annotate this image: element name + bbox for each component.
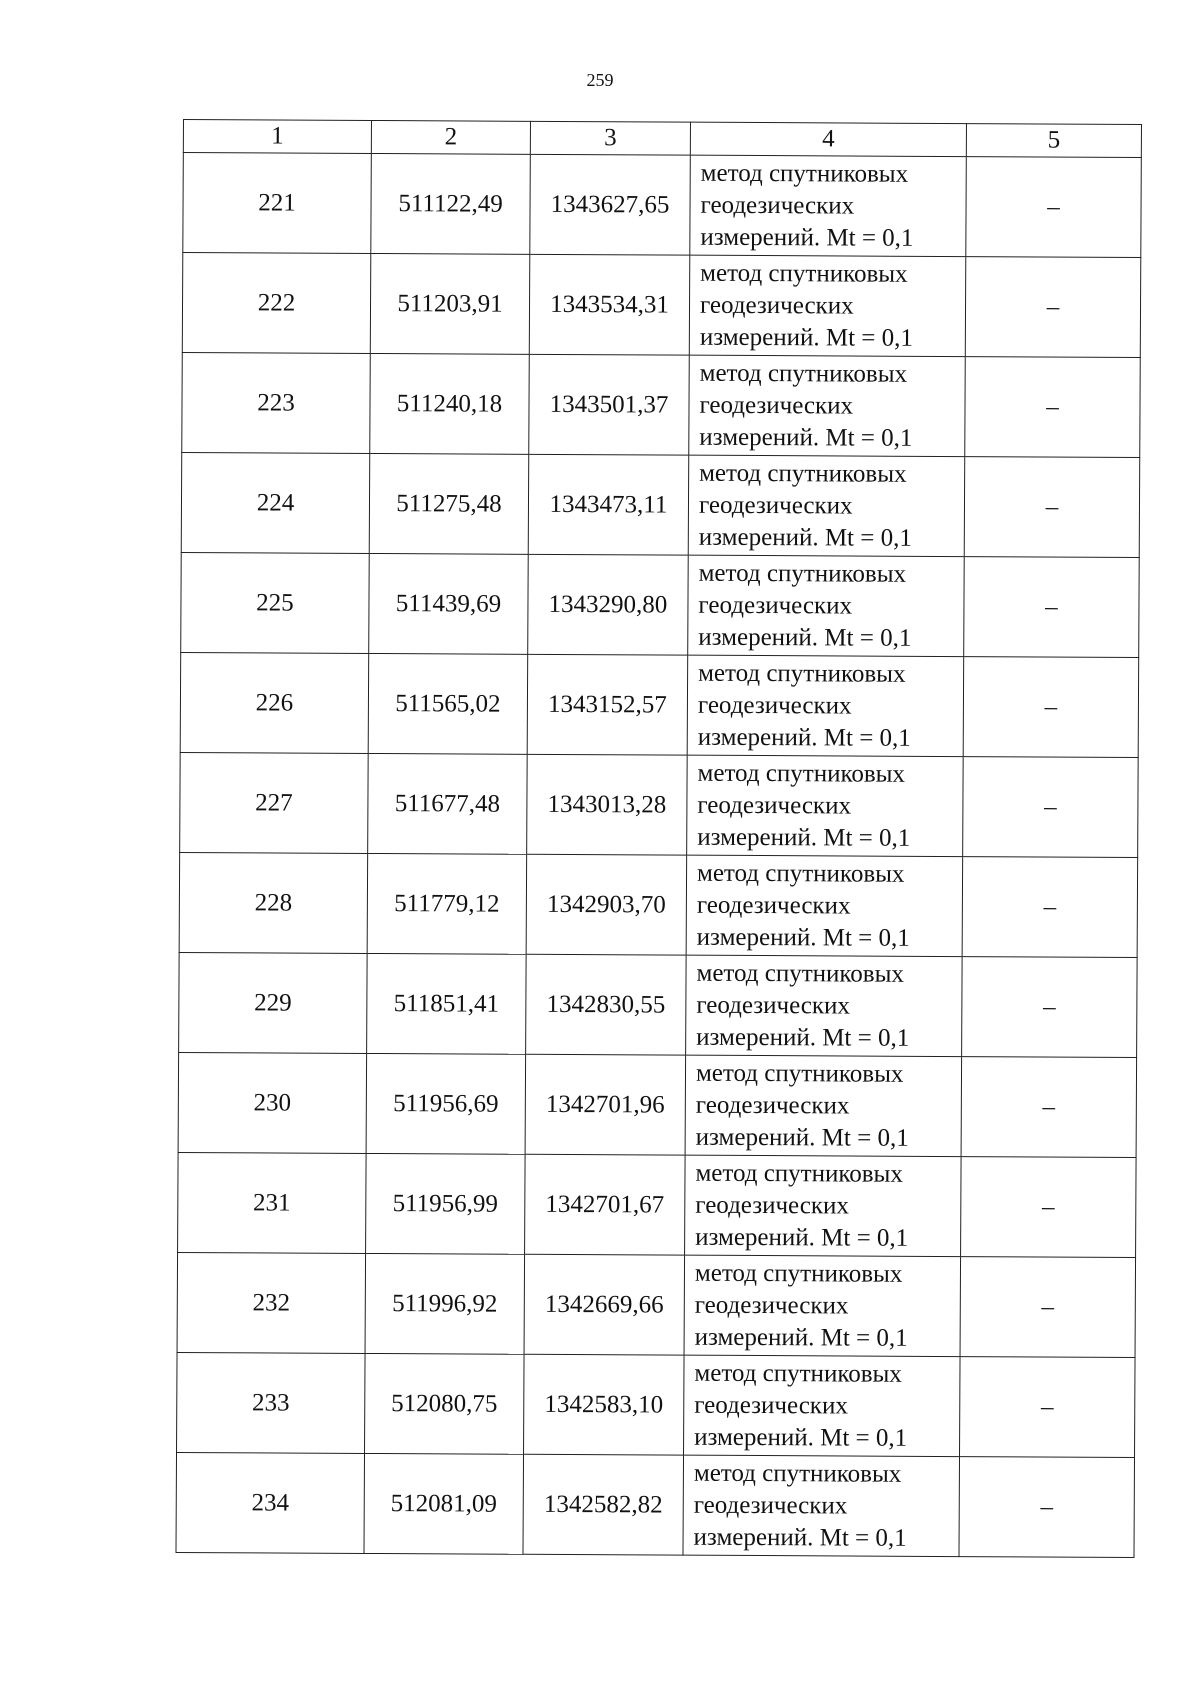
x-coordinate-cell: 511203,91 <box>370 253 530 354</box>
method-line: измерений. Mt = 0,1 <box>697 823 911 852</box>
method-cell <box>684 1355 961 1456</box>
point-number-cell: 233 <box>177 1352 366 1453</box>
method-line: измерений. Mt = 0,1 <box>699 423 913 452</box>
x-coordinate-cell: 511122,49 <box>371 153 531 254</box>
method-line: геодезических <box>699 291 854 320</box>
point-number-cell: 231 <box>178 1152 367 1253</box>
y-coordinate-cell: 1343473,11 <box>528 454 689 555</box>
y-coordinate-cell: 1343501,37 <box>529 354 690 455</box>
x-coordinate-cell: 511275,48 <box>369 453 529 554</box>
method-line: геодезических <box>695 1091 850 1120</box>
page-number: 259 <box>586 70 614 90</box>
method-line: геодезических <box>696 891 851 920</box>
x-coordinate-cell: 511996,92 <box>365 1253 525 1354</box>
method-line: геодезических <box>694 1391 848 1419</box>
y-coordinate-cell: 1343290,80 <box>528 554 689 655</box>
table-row <box>180 652 1139 757</box>
point-number-cell: 224 <box>181 452 370 553</box>
method-line: метод спутниковых <box>698 659 906 688</box>
table-row <box>179 952 1138 1057</box>
y-coordinate-cell: 1343627,65 <box>530 154 691 255</box>
method-line: метод спутниковых <box>697 759 906 788</box>
y-coordinate-cell: 1342830,55 <box>526 954 687 1055</box>
error-cell: – <box>963 757 1139 858</box>
method-line: геодезических <box>698 591 853 620</box>
x-coordinate-cell: 511956,99 <box>366 1153 526 1254</box>
point-number-cell: 232 <box>177 1252 366 1353</box>
method-line: измерений. Mt = 0,1 <box>693 1523 907 1552</box>
coordinates-table <box>175 119 1141 1558</box>
method-line: метод спутниковых <box>698 559 907 588</box>
error-cell: – <box>966 157 1142 258</box>
x-coordinate-cell: 511956,69 <box>366 1053 526 1154</box>
error-cell: – <box>959 1457 1135 1558</box>
method-cell <box>688 455 965 556</box>
error-cell: – <box>963 657 1139 758</box>
y-coordinate-cell: 1342903,70 <box>526 854 687 955</box>
table-row <box>183 153 1142 258</box>
table-row <box>181 452 1140 557</box>
method-cell <box>683 1455 960 1556</box>
table-row <box>177 1252 1136 1357</box>
point-number-cell: 221 <box>183 153 372 254</box>
error-cell: – <box>964 557 1140 658</box>
point-number-cell: 234 <box>176 1452 365 1553</box>
x-coordinate-cell: 511851,41 <box>367 953 527 1054</box>
point-number-cell: 222 <box>182 253 371 354</box>
x-coordinate-cell: 511240,18 <box>370 353 530 454</box>
y-coordinate-cell: 1342701,96 <box>525 1054 686 1155</box>
y-coordinate-cell: 1342583,10 <box>524 1354 685 1455</box>
method-cell <box>686 955 963 1056</box>
method-cell <box>689 355 966 456</box>
header-col-3: 3 <box>530 121 690 155</box>
x-coordinate-cell: 512080,75 <box>365 1353 525 1454</box>
x-coordinate-cell: 511677,48 <box>368 753 528 854</box>
table-row <box>180 752 1139 857</box>
header-col-4: 4 <box>690 122 966 156</box>
error-cell: – <box>965 357 1141 458</box>
method-line: измерений. Mt = 0,1 <box>696 1023 910 1052</box>
point-number-cell: 223 <box>182 352 371 453</box>
point-number-cell: 229 <box>179 952 368 1053</box>
method-line: геодезических <box>697 791 852 820</box>
y-coordinate-cell: 1342701,67 <box>525 1154 686 1255</box>
method-line: геодезических <box>699 391 854 420</box>
method-cell <box>685 1055 962 1156</box>
table-row <box>179 852 1138 957</box>
y-coordinate-cell: 1343534,31 <box>529 254 690 355</box>
header-row <box>183 120 1141 158</box>
x-coordinate-cell: 511439,69 <box>369 553 529 654</box>
method-line: измерений. Mt = 0,1 <box>695 1123 909 1152</box>
method-line: геодезических <box>700 191 855 220</box>
header-col-1: 1 <box>183 120 371 154</box>
method-line: измерений. Mt = 0,1 <box>695 1223 909 1252</box>
point-number-cell: 226 <box>180 652 369 753</box>
method-line: измерений. Mt = 0,1 <box>697 723 911 752</box>
table-row <box>176 1452 1135 1557</box>
method-line: метод спутниковых <box>700 259 908 288</box>
table-row <box>182 352 1141 457</box>
x-coordinate-cell: 511565,02 <box>368 653 528 754</box>
method-line: метод спутниковых <box>696 959 905 988</box>
x-coordinate-cell: 511779,12 <box>367 853 527 954</box>
method-cell <box>689 255 966 356</box>
error-cell: – <box>961 1157 1137 1258</box>
table-row <box>178 1052 1137 1157</box>
table-row <box>177 1352 1136 1457</box>
method-line: метод спутниковых <box>694 1259 903 1288</box>
method-line: геодезических <box>693 1491 848 1519</box>
table-row <box>181 552 1140 657</box>
method-cell <box>686 855 963 956</box>
method-cell <box>685 1155 962 1256</box>
method-line: геодезических <box>694 1291 849 1319</box>
header-col-5: 5 <box>966 124 1141 158</box>
y-coordinate-cell: 1342669,66 <box>524 1254 685 1355</box>
method-line: измерений. Mt = 0,1 <box>696 923 910 952</box>
error-cell: – <box>962 957 1138 1058</box>
method-line: метод спутниковых <box>695 1159 903 1188</box>
method-line: метод спутниковых <box>694 1359 902 1388</box>
error-cell: – <box>962 857 1138 958</box>
method-line: метод спутниковых <box>693 1459 902 1488</box>
method-line: геодезических <box>695 1191 849 1220</box>
method-line: геодезических <box>697 691 852 720</box>
method-line: геодезических <box>696 991 851 1020</box>
method-line: измерений. Mt = 0,1 <box>694 1323 908 1352</box>
method-line: метод спутниковых <box>695 1059 904 1088</box>
error-cell: – <box>964 457 1140 558</box>
method-line: измерений. Mt = 0,1 <box>699 323 914 352</box>
table-header <box>183 120 1141 158</box>
method-line: измерений. Mt = 0,1 <box>700 223 914 252</box>
header-col-2: 2 <box>371 120 530 154</box>
method-line: метод спутниковых <box>696 859 905 888</box>
point-number-cell: 227 <box>180 752 369 853</box>
table-body <box>176 153 1141 1558</box>
x-coordinate-cell: 512081,09 <box>364 1453 524 1554</box>
method-cell <box>690 155 967 256</box>
method-line: метод спутниковых <box>700 159 909 188</box>
y-coordinate-cell: 1343013,28 <box>527 754 688 855</box>
method-line: измерений. Mt = 0,1 <box>698 523 912 552</box>
error-cell: – <box>960 1257 1136 1358</box>
method-line: геодезических <box>698 491 853 520</box>
point-number-cell: 225 <box>181 552 370 653</box>
method-cell <box>688 555 965 656</box>
method-line: измерений. Mt = 0,1 <box>694 1423 908 1452</box>
method-cell <box>687 655 964 756</box>
method-cell <box>687 755 964 856</box>
error-cell: – <box>960 1357 1136 1458</box>
method-line: метод спутниковых <box>699 459 907 488</box>
point-number-cell: 230 <box>178 1052 367 1153</box>
method-line: измерений. Mt = 0,1 <box>698 623 912 652</box>
point-number-cell: 228 <box>179 852 368 953</box>
error-cell: – <box>965 257 1141 358</box>
table-row <box>182 253 1141 358</box>
error-cell: – <box>961 1057 1137 1158</box>
method-line: метод спутниковых <box>699 359 908 388</box>
y-coordinate-cell: 1342582,82 <box>523 1454 684 1555</box>
table-row <box>178 1152 1137 1257</box>
method-cell <box>684 1255 961 1356</box>
y-coordinate-cell: 1343152,57 <box>527 654 688 755</box>
